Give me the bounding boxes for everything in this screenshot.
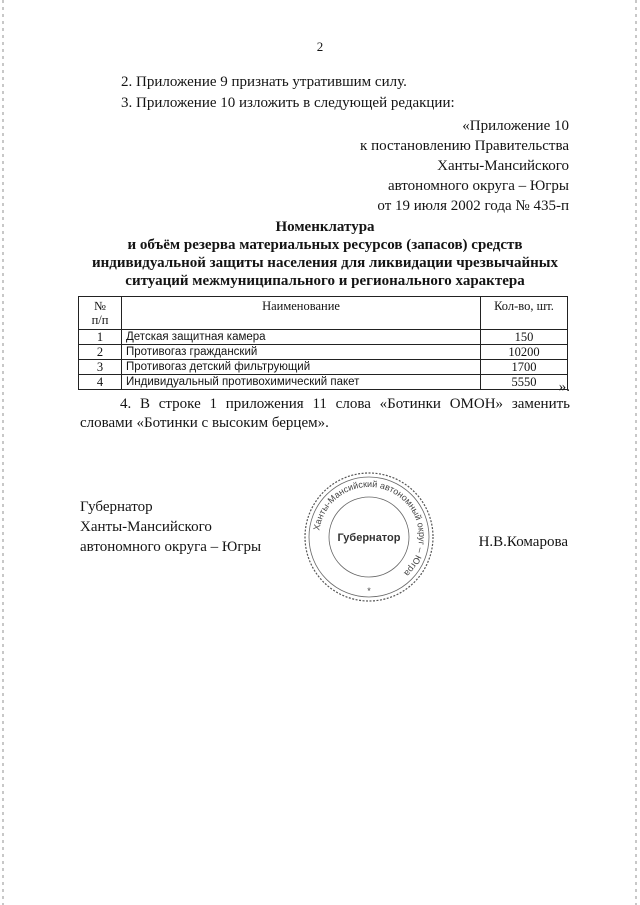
appendix-line: Ханты-Мансийского bbox=[437, 158, 569, 174]
row-name: Противогаз гражданский bbox=[122, 345, 481, 360]
governor-title-line: Губернатор bbox=[80, 499, 153, 515]
governor-title-line: Ханты-Мансийского bbox=[80, 519, 212, 535]
row-quantity: 10200 bbox=[481, 345, 568, 360]
paragraph-3: 3. Приложение 10 изложить в следующей редакции: bbox=[121, 95, 455, 111]
header-number bbox=[79, 297, 122, 330]
governor-title-line: автономного округа – Югры bbox=[80, 539, 262, 555]
header-number-line: № bbox=[94, 299, 106, 313]
scan-edge-right bbox=[635, 0, 637, 905]
official-seal-stamp bbox=[302, 470, 436, 604]
page-number: 2 bbox=[316, 39, 324, 54]
seal-center-text: Губернатор bbox=[337, 532, 401, 544]
paragraph-4-text: 4. В строке 1 приложения 11 слова «Ботинки ОМОН» заменить словами «Ботинки с высоким берцем». bbox=[80, 396, 570, 431]
nomenclature-table bbox=[78, 296, 568, 390]
governor-title bbox=[80, 497, 261, 557]
title-line: Номенклатура bbox=[275, 219, 375, 235]
seal-star: * bbox=[367, 586, 371, 596]
title-line: индивидуальной защиты населения для ликвидации чрезвычайных bbox=[91, 255, 559, 271]
appendix-line: от 19 июля 2002 года № 435-п bbox=[377, 198, 569, 214]
paragraph-2: 2. Приложение 9 признать утратившим силу. bbox=[121, 74, 407, 90]
document-title bbox=[80, 218, 570, 290]
row-quantity: 5550 bbox=[481, 375, 568, 390]
title-line: ситуаций межмуниципального и регионального характера bbox=[125, 273, 525, 289]
table-header-row bbox=[79, 297, 568, 330]
row-number: 3 bbox=[79, 360, 122, 375]
appendix-line: «Приложение 10 bbox=[462, 118, 569, 134]
table-row bbox=[79, 360, 568, 375]
header-quantity: Кол-во, шт. bbox=[481, 297, 568, 330]
appendix-line: к постановлению Правительства bbox=[360, 138, 569, 154]
row-name: Индивидуальный противохимический пакет bbox=[122, 375, 481, 390]
row-quantity: 150 bbox=[481, 330, 568, 345]
row-name: Детская защитная камера bbox=[122, 330, 481, 345]
row-number: 4 bbox=[79, 375, 122, 390]
signer-name: Н.В.Комарова bbox=[478, 534, 568, 550]
table-row bbox=[79, 345, 568, 360]
row-number: 2 bbox=[79, 345, 122, 360]
appendix-header bbox=[269, 116, 569, 216]
appendix-line: автономного округа – Югры bbox=[387, 178, 569, 194]
table-row bbox=[79, 375, 568, 390]
closing-quote: ». bbox=[558, 379, 570, 395]
paragraph-4 bbox=[80, 395, 570, 433]
header-number-line: п/п bbox=[91, 313, 109, 327]
row-name: Противогаз детский фильтрующий bbox=[122, 360, 481, 375]
table-row bbox=[79, 330, 568, 345]
title-line: и объём резерва материальных ресурсов (запасов) средств bbox=[127, 237, 523, 253]
header-name: Наименование bbox=[122, 297, 481, 330]
row-number: 1 bbox=[79, 330, 122, 345]
seal-ring-text: Ханты-Мансийский автономный округ – Югра bbox=[311, 478, 428, 579]
row-quantity: 1700 bbox=[481, 360, 568, 375]
scan-edge-left bbox=[2, 0, 4, 905]
